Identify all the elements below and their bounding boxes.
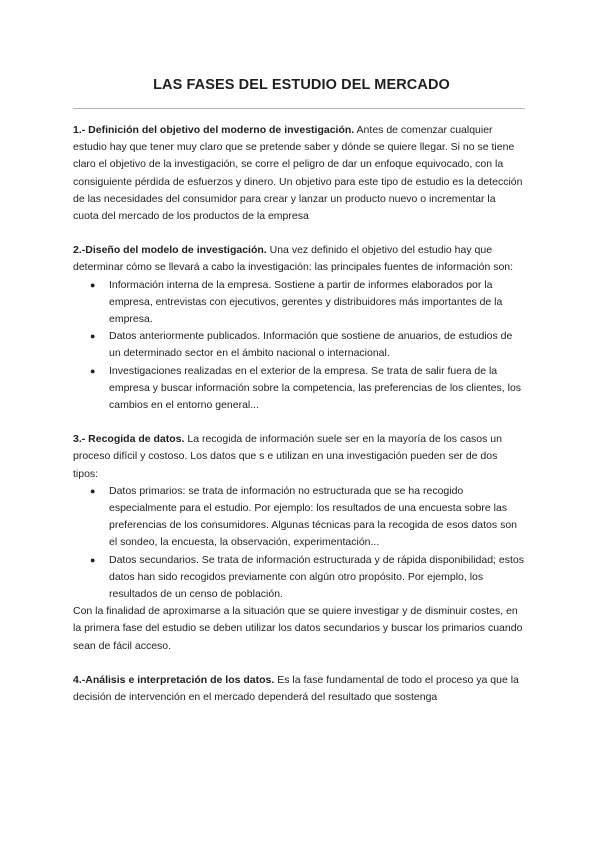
section-paragraph	[73, 672, 524, 706]
bullet-icon: ●	[90, 279, 96, 290]
list-item-text: Datos secundarios. Se trata de información estructurada y de rápida disponibilidad; estos datos han sido recogidos previamente con algún otro propósito. Por ejemplo, los resultados de un censo de población.	[109, 553, 524, 601]
section-paragraph	[73, 431, 524, 483]
section-heading: 4.-Análisis e interpretación de los datos.	[73, 673, 275, 686]
title-divider	[73, 108, 525, 109]
section-text: Antes de comenzar cualquier estudio hay que tener muy claro que se pretende saber y dónde se quiere llegar. Si no se tiene claro el objetivo de la investigación, se corre el peligro de dar un enfoque equivocado, con la consiguiente pérdida de esfuerzos y dinero. Un objetivo para este tipo de estudio es la detección de las necesidades del consumidor para crear y lanzar un producto nuevo o incrementar la cuota del mercado de los productos de la empresa	[73, 124, 523, 223]
list-item-text: Datos anteriormente publicados. Información que sostiene de anuarios, de estudios de un determinado sector en el ámbito nacional o internacional.	[109, 330, 513, 360]
bullet-icon: ●	[90, 485, 96, 496]
bullet-icon: ●	[90, 365, 96, 376]
list-item-text: Investigaciones realizadas en el exterior de la empresa. Se trata de salir fuera de la empresa y buscar información sobre la competencia, las preferencias de los clientes, los cambios en el entorno general...	[109, 364, 522, 412]
bullet-icon: ●	[90, 331, 96, 342]
section-heading: 1.- Definición del objetivo del moderno de investigación.	[73, 124, 355, 136]
section-paragraph	[73, 242, 524, 276]
list-item	[90, 328, 524, 362]
bullet-list	[73, 277, 524, 415]
section-text: Una vez definido el objetivo del estudio hay que determinar cómo se llevará a cabo la investigación: las principales fuentes de información son:	[73, 244, 514, 274]
list-item	[90, 483, 524, 552]
list-item-text: Información interna de la empresa. Sostiene a partir de informes elaborados por la empresa, entrevistas con ejecutivos, gerentes y distribuidores más importantes de la empresa.	[109, 278, 503, 326]
bullet-list	[73, 483, 524, 603]
section-diseno	[73, 242, 524, 414]
list-item	[90, 363, 524, 415]
list-item	[90, 277, 524, 329]
list-item	[90, 552, 524, 604]
section-objetivo	[73, 122, 524, 225]
section-paragraph	[73, 122, 524, 225]
bullet-icon: ●	[90, 554, 96, 565]
section-analisis	[73, 672, 524, 706]
section-recogida	[73, 431, 524, 655]
section-text: La recogida de información suele ser en la mayoría de los casos un proceso difícil y costoso. Los datos que s e utilizan en una investigación pueden ser de dos tipos:	[73, 433, 502, 480]
document-title: LAS FASES DEL ESTUDIO DEL MERCADO	[153, 77, 450, 93]
section-closing: Con la finalidad de aproximarse a la situación que se quiere investigar y de disminuir costes, en la primera fase del estudio se deben utilizar los datos secundarios y buscar los primarios cuando sean de fácil acceso.	[73, 605, 523, 652]
section-heading: 2.-Diseño del modelo de investigación.	[73, 244, 267, 257]
section-heading: 3.- Recogida de datos.	[73, 433, 185, 446]
list-item-text: Datos primarios: se trata de información no estructurada que se ha recogido especialmente para el estudio. Por ejemplo: los resultados de una encuesta sobre las preferencias de los consumidores. Algunas técnicas para la recogida de esos datos son el sondeo, la encuesta, la observación, experimentación...	[109, 484, 517, 549]
section-text: Es la fase fundamental de todo el proceso ya que la decisión de intervención en el mercado dependerá del resultado que sostenga	[73, 673, 519, 704]
